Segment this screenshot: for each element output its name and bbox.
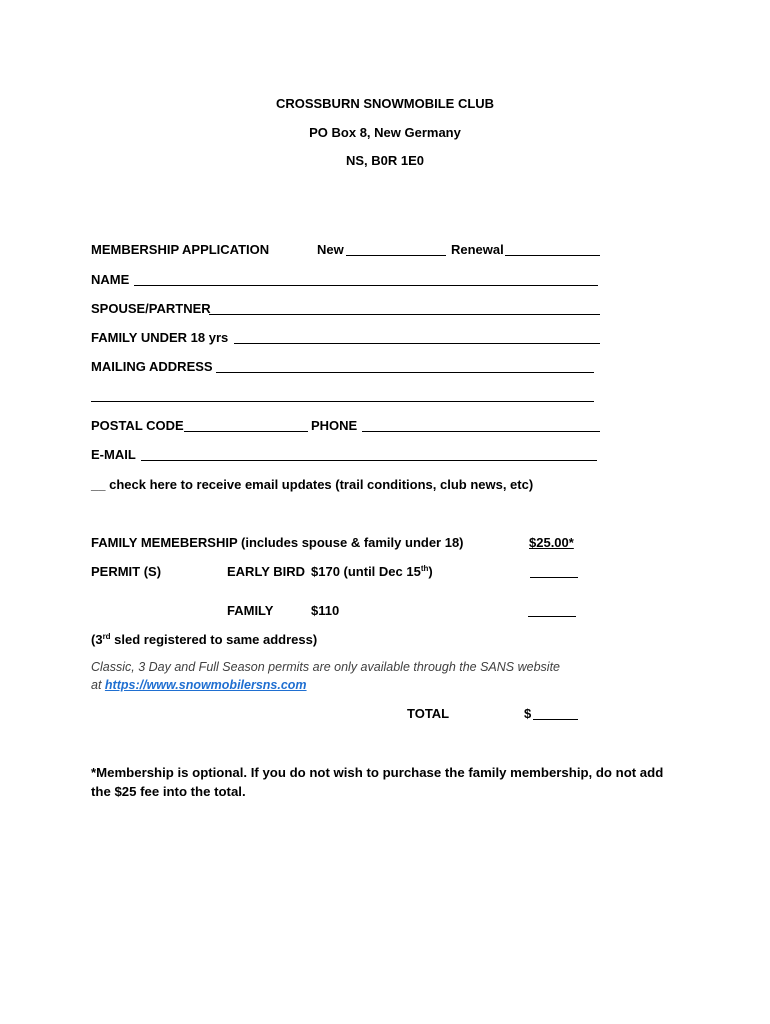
permit-label: PERMIT (S)	[91, 564, 162, 579]
sans-website-link[interactable]: https://www.snowmobilersns.com	[104, 678, 307, 692]
email-field[interactable]	[141, 460, 597, 461]
sans-note-line2	[91, 678, 307, 692]
mailing-address-field-line2[interactable]	[91, 401, 594, 402]
footer-note-line1: *Membership is optional. If you do not wish to purchase the family membership, do not add	[91, 765, 664, 780]
early-bird-price-sup: th	[420, 564, 429, 573]
application-title: MEMBERSHIP APPLICATION	[91, 242, 270, 257]
third-sled-sup: rd	[102, 632, 111, 641]
renewal-blank[interactable]	[505, 255, 600, 256]
early-bird-amount-field[interactable]	[530, 577, 578, 578]
family-permit-price: $110	[311, 603, 340, 618]
family-membership-label: FAMILY MEMEBERSHIP (includes spouse & family under 18)	[91, 535, 464, 550]
spouse-field[interactable]	[209, 314, 600, 315]
family-under-18-field[interactable]	[234, 343, 600, 344]
early-bird-price	[311, 564, 433, 579]
sans-note-prefix: at	[91, 678, 105, 692]
total-amount-field[interactable]	[533, 719, 578, 720]
footer-note-line2: the $25 fee into the total.	[91, 784, 246, 799]
new-blank[interactable]	[346, 255, 446, 256]
new-label: New	[317, 242, 344, 257]
family-permit-label: FAMILY	[227, 603, 274, 618]
email-updates-label: check here to receive email updates (trail conditions, club news, etc)	[109, 477, 534, 492]
name-field[interactable]	[134, 285, 598, 286]
early-bird-price-text: $170 (until Dec 15	[311, 564, 421, 579]
club-name: CROSSBURN SNOWMOBILE CLUB	[275, 96, 495, 111]
family-membership-price: $25.00*	[529, 535, 574, 550]
email-updates-checkbox[interactable]: __	[91, 477, 106, 492]
spouse-label: SPOUSE/PARTNER	[91, 301, 211, 316]
phone-field[interactable]	[362, 431, 600, 432]
sans-note-line1: Classic, 3 Day and Full Season permits are only available through the SANS website	[91, 660, 560, 674]
total-dollar-sign: $	[524, 706, 532, 721]
family-permit-amount-field[interactable]	[528, 616, 576, 617]
family-under-18-label: FAMILY UNDER 18 yrs	[91, 330, 229, 345]
mailing-address-label: MAILING ADDRESS	[91, 359, 213, 374]
third-sled-note	[91, 632, 317, 647]
name-label: NAME	[91, 272, 130, 287]
third-sled-open: (3	[91, 632, 103, 647]
early-bird-price-close: )	[428, 564, 433, 579]
phone-label: PHONE	[311, 418, 358, 433]
mailing-address-field[interactable]	[216, 372, 594, 373]
early-bird-label: EARLY BIRD	[227, 564, 306, 579]
third-sled-rest: sled registered to same address)	[110, 632, 318, 647]
postal-code-field[interactable]	[184, 431, 308, 432]
renewal-label: Renewal	[451, 242, 504, 257]
club-address-line1: PO Box 8, New Germany	[309, 125, 461, 140]
club-address-line2: NS, B0R 1E0	[345, 153, 425, 168]
total-label: TOTAL	[407, 706, 450, 721]
email-label: E-MAIL	[91, 447, 136, 462]
postal-code-label: POSTAL CODE	[91, 418, 184, 433]
email-updates-row	[91, 477, 533, 492]
